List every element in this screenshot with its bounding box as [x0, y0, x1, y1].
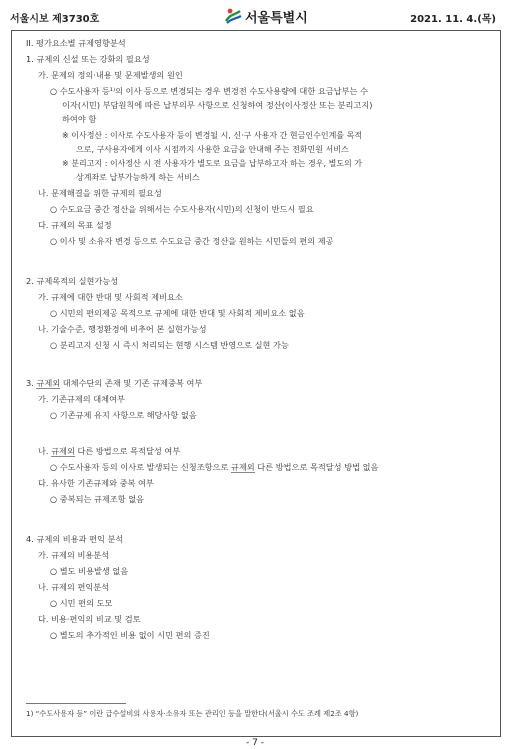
heading-3-rest: 대체수단의 존재 및 기존 규제중복 여부: [60, 378, 203, 388]
subheading-4a: 가. 규제의 비용분석: [38, 550, 110, 560]
subheading-4b: 나. 규제의 편익분석: [38, 582, 110, 592]
paragraph: ○ 별도의 추가적인 비용 없이 시민 편의 증진: [50, 630, 210, 640]
subheading-3b-rest: 다른 방법으로 목적달성 여부: [74, 446, 181, 456]
subheading-3b: [38, 446, 180, 457]
heading-4: 4. 규제의 비용과 편익 분석: [26, 534, 124, 544]
section-title: II. 평가요소별 규제영향분석: [26, 38, 126, 48]
paragraph: ○ 수도사용자 등¹⁾의 이사 등으로 변경되는 경우 변경전 수도사용량에 대한 요금납부는 수: [50, 86, 368, 96]
subheading-1a: 가. 문제의 정의·내용 및 문제발생의 원인: [38, 70, 183, 80]
note: ※ 이사정산 : 이사로 수도사용자 등이 변경될 시, 신·구 사용자 간 현금인수인계를 목적: [62, 131, 363, 140]
note: ※ 분리고지 : 이사정산 시 전 사용자가 별도로 요금을 납부하고자 하는 경우, 별도의 가: [62, 159, 363, 168]
paragraph: [50, 462, 378, 473]
subheading-3b-underlined: 규제외: [51, 446, 75, 456]
subheading-4c: 다. 비용·편익의 비교 및 검토: [38, 614, 141, 624]
subheading-3a: 가. 기존규제의 대체여부: [38, 394, 125, 404]
subheading-1c: 다. 규제의 목표 설정: [38, 220, 112, 230]
footnote-divider: [26, 703, 126, 704]
brand-name: 서울특별시: [245, 10, 308, 26]
paragraph: ○ 중복되는 규제조항 없음: [50, 494, 145, 504]
paragraph: 하여야 함: [62, 114, 97, 124]
paragraph-underlined: 규제외: [230, 462, 255, 472]
paragraph: ○ 시민 편의 도모: [50, 598, 113, 608]
paragraph: ○ 기존규제 유지 사항으로 해당사항 없음: [50, 410, 197, 420]
issue-date: 2021. 11. 4.(목): [410, 14, 496, 25]
heading-3-prefix: 3.: [26, 378, 37, 388]
page-number: - 7 -: [246, 738, 264, 748]
heading-3: [26, 378, 202, 389]
paragraph: ○ 이사 및 소유자 변경 등으로 수도요금 중간 정산을 원하는 시민들의 편의 제공: [50, 236, 334, 246]
seoul-emblem-icon: [224, 7, 242, 25]
heading-1: 1. 규제의 신설 또는 강화의 필요성: [26, 54, 150, 64]
note: 상계좌로 납부가능하게 하는 서비스: [76, 173, 200, 182]
heading-3-underlined: 규제외: [36, 378, 61, 388]
paragraph: ○ 수도요금 중간 정산을 위해서는 수도사용자(시민)의 신청이 반드시 필요: [50, 204, 314, 214]
note: 으로, 구사용자에게 이사 시점까지 사용한 요금을 안내해 주는 전화민원 서비스: [76, 145, 349, 154]
paragraph: 이자(시민) 부담원칙에 따른 납부의무 사항으로 신청하여 정산(이사정산 또는 분리고지): [62, 100, 373, 110]
heading-2: 2. 규제목적의 실현가능성: [26, 276, 119, 286]
paragraph-part: ○ 수도사용자 등의 이사로 발생되는 신청조항으로: [50, 462, 231, 472]
subheading-3c: 다. 유사한 기존규제와 중복 여부: [38, 478, 154, 488]
subheading-3b-prefix: 나.: [38, 446, 52, 456]
subheading-2a: 가. 규제에 대한 반대 및 사회적 제비요소: [38, 292, 183, 302]
paragraph: ○ 시민의 편의제공 목적으로 규제에 대한 반대 및 사회적 제비요소 없음: [50, 308, 305, 318]
footnote: 1) “수도사용자 등” 이란 급수설비의 사용자·소유자 또는 관리인 등을 말한다(서울시 수도 조례 제2조 4항): [26, 709, 359, 718]
seoul-logo: [224, 6, 308, 26]
paragraph: ○ 별도 비용발생 없음: [50, 566, 129, 576]
page-header: [0, 0, 510, 32]
paragraph: ○ 분리고지 신청 시 즉시 처리되는 현행 시스템 반영으로 실현 가능: [50, 340, 289, 350]
issue-number: 서울시보 제3730호: [10, 14, 100, 25]
subheading-1b: 나. 문제해결을 위한 규제의 필요성: [38, 188, 162, 198]
paragraph-part: 다른 방법으로 목적달성 방법 없음: [254, 462, 379, 472]
subheading-2b: 나. 기술수준, 행정환경에 비추어 본 실현가능성: [38, 324, 207, 334]
